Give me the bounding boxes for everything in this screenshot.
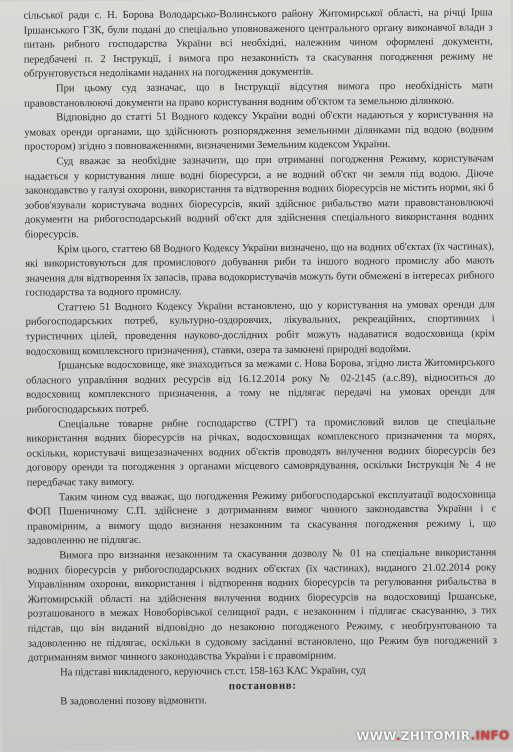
paragraph-2: При цьому суд зазначає, що в Інструкції відсутня вимога про необхідність мати правовстановлюючі документи на право користування водним об'єктом та земельною ділянкою. xyxy=(24,80,494,110)
paragraph-3: Відповідно до статті 51 Водного кодексу України водні об'єкти надаються у користування на умовах оренди органами, що здійснюють розпорядження земельними ділянками під водою (водним простором) згідно з повноваженнями, визначеними Земельним кодексом України. xyxy=(24,109,494,153)
watermark-suffix: .INFO xyxy=(470,728,510,743)
paragraph-9: Таким чином суд вважає, що погодження Режиму рибогосподарської експлуатації водосховища ФОП Пшеничному С.П. здійснене з дотриманням вимог чинного законодавства України і є правомірним, а вимогу щодо визнання незаконним та скасування погодження режиму і, що задоволенню не підлягає. xyxy=(26,488,497,547)
watermark-dot: . xyxy=(395,729,401,744)
paragraph-5: Крім цього, статтею 68 Водного Кодексу України визначено, що на водних об'єктах (їх частинах), які використовуються для промислового добування риби та іншого водного промислу або мають значення для відтворення їх запасів, права водокористувачів можуть бути обмежені в інтересах рибного господарства та водного промислу. xyxy=(25,240,495,299)
watermark-site: ZHITOMIR xyxy=(400,728,471,744)
final-ruling: В задоволенні позову відмовити. xyxy=(60,695,207,708)
paragraph-1: сільської ради с. Н. Борова Володарсько-Волинського району Житомирської області, на річці Ірша Іршанського ГЗК, були подані до спеціально уповноваженого центрального органу виконавчої влади з питань рибного господарства України всі необхідні, належним чином оформлені документи, передбачені п. 2 Інструкції, і вимога про незаконність та скасування погодження режиму не обґрунтовується недоліками наданих на погодження документів. xyxy=(23,7,493,80)
paragraph-7: Іршанське водосховище, яке знаходиться за межами с. Нова Борова, згідно листа Житомирського обласного управління водних ресурсів від 16.12.2014 року № 02-2145 (а.с.89), відноситься до водосховищ комплексного призначення, а тому не підлягає передачі на умовах оренди для рибогосподарських потреб. xyxy=(25,357,496,416)
site-watermark xyxy=(356,728,509,743)
watermark-prefix: WWW xyxy=(356,729,396,744)
paragraph-8: Спеціальне товарне рибне господарство (СТРГ) та промисловий вилов це спеціальне використання водних біоресурсів на річках, водосховищах комплексного призначення та морях, оскільки, користувачі вищезазначених водних об'єктів проводять вилучення водних біоресурсів без договору оренди та погодження з органами місцевого самоврядування, оскільки Інструкція № 4 не передбачає таку вимогу. xyxy=(26,415,496,489)
paragraph-10: Вимога про визнання незаконним та скасування дозволу № 01 на спеціальне використання водних біоресурсів у рибогосподарських водних об'єктах (їх частинах), виданого 21.02.2014 року Управлінням охорони, використання і відтворення водних біоресурсів та регулювання рибальства в Житомирській області на здійснення вилучення водних біоресурсів на водосховищі Іршанське, розташованого в межах Новоборівської селищної ради, є незаконним і підлягає скасуванню, з тих підстав, що він виданий відповідно до незаконно погодженого Режиму, є необґрунтованою та задоволенню не підлягає, оскільки в судовому засіданні встановлено, що Режим був погоджений з дотриманням вимог чинного законодавства України і є правомірним. xyxy=(27,547,497,664)
decision-heading: постановив: xyxy=(228,680,297,693)
paragraph-6: Статтею 51 Водного Кодексу України встановлено, що у користування на умовах оренди для рибогосподарських потреб, культурно-оздоровчих, лікувальних, рекреаційних, спортивних і туристичних цілей, проведення науково-дослідних робіт можуть надаватися водосховища (крім водосховищ комплексного призначення), ставки, озера та замкнені природні водойми. xyxy=(25,299,495,358)
paragraph-11: На підставі викладеного, керуючись ст.ст. 158-163 КАС України, суд xyxy=(60,664,366,679)
paragraph-4: Суд вважає за необхідне зазначити, що при отриманні погодження Режиму, користувачам надається у користування лише водні біоресурси, а не водний об'єкт чи земля під водою. Діюче законодавство у галузі охорони, використання та відтворення водних біоресурсів не містить норми, які б зобов'язували користувача водних біоресурсів, який здійснює рибальство мати правовстановлюючі документи на рибогосподарський водний об'єкт для здійснення спеціального використання водних біоресурсів. xyxy=(24,153,494,241)
document-body xyxy=(23,6,497,681)
